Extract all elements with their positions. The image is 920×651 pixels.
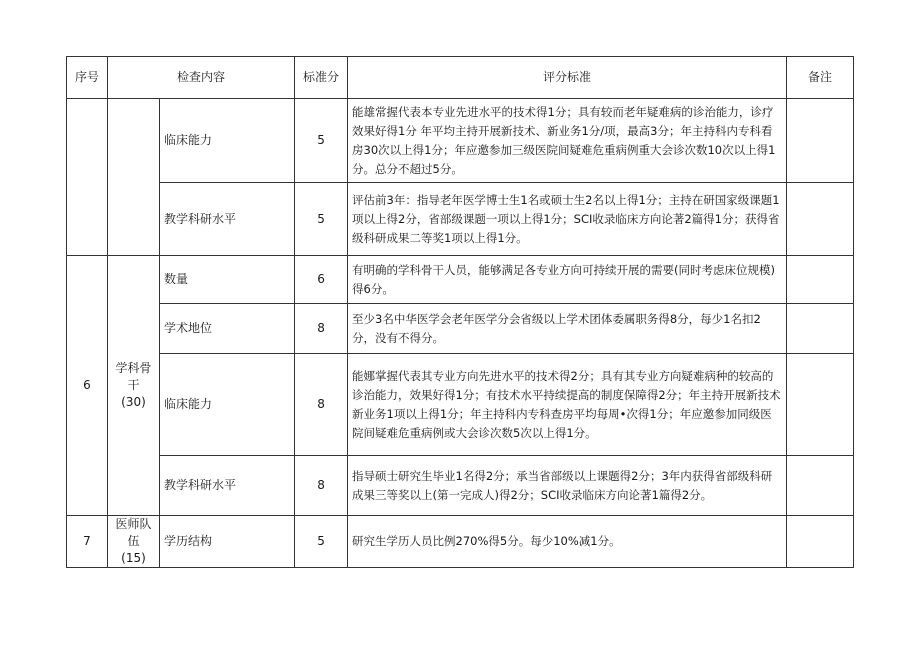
table-header-row (67, 57, 854, 99)
item-remark (787, 183, 854, 256)
item-name: 学术地位 (160, 304, 295, 354)
item-score: 5 (295, 99, 348, 183)
item-criteria: 指导硕士研究生毕业1名得2分；承当省部级以上课题得2分；3年内获得省部级科研成果三等奖以上(第一完成人)得2分；SCI收录临床方向论著1篇得2分。 (348, 456, 787, 516)
item-score: 6 (295, 256, 348, 304)
group-name: 医师队伍 (115, 517, 152, 548)
group-category (108, 99, 160, 256)
item-remark (787, 516, 854, 568)
item-remark (787, 456, 854, 516)
item-remark (787, 99, 854, 183)
item-name: 临床能力 (160, 99, 295, 183)
table-row (67, 456, 854, 516)
item-name: 数量 (160, 256, 295, 304)
item-criteria: 能娜掌握代表其专业方向先进水平的技术得2分；具有其专业方向疑难病种的较高的诊治能力，效果好得1分；有技术水平持续提高的制度保障得2分；年主持开展新技术新业务1项以上得1分；年主持科内专科查房平均每周•次得1分；年应邀参加同级医院间疑难危重病例或大会诊次数5次以上得1分。 (348, 354, 787, 456)
header-index: 序号 (67, 57, 108, 99)
table-row (67, 256, 854, 304)
item-criteria: 有明确的学科骨干人员，能够满足各专业方向可持续开展的需要(同时考虑床位规模)得6分。 (348, 256, 787, 304)
item-name: 教学科研水平 (160, 183, 295, 256)
group-category (108, 516, 160, 568)
table-row (67, 183, 854, 256)
group-index: 6 (67, 256, 108, 516)
table-row (67, 99, 854, 183)
item-score: 5 (295, 516, 348, 568)
item-name: 学历结构 (160, 516, 295, 568)
item-remark (787, 354, 854, 456)
item-remark (787, 304, 854, 354)
group-points: (15) (121, 551, 146, 565)
header-content: 检查内容 (108, 57, 295, 99)
item-criteria: 能雄常握代表本专业先进水平的技术得1分；具有较而老年疑难病的诊治能力，诊疗效果好得1分 年平均主持开展新技术、新业务1分/项，最高3分；年主持科内专科看房30次以上得1分；年应邀参加三级医院间疑难危重病例重大会诊次数10次以上得1分。总分不超过5分。 (348, 99, 787, 183)
table-row (67, 516, 854, 568)
item-score: 8 (295, 304, 348, 354)
item-score: 8 (295, 456, 348, 516)
table-row (67, 304, 854, 354)
item-criteria: 研究生学历人员比例270%得5分。每少10%减1分。 (348, 516, 787, 568)
group-points: (30) (121, 395, 146, 409)
item-name: 临床能力 (160, 354, 295, 456)
item-criteria: 至少3名中华医学会老年医学分会省级以上学术团体委属职务得8分，每少1名扣2分，没有不得分。 (348, 304, 787, 354)
group-index: 7 (67, 516, 108, 568)
item-remark (787, 256, 854, 304)
header-remark: 备注 (787, 57, 854, 99)
header-criteria: 评分标准 (348, 57, 787, 99)
group-category (108, 256, 160, 516)
group-index (67, 99, 108, 256)
group-name: 学科骨干 (115, 361, 152, 392)
header-score: 标准分 (295, 57, 348, 99)
item-name: 教学科研水平 (160, 456, 295, 516)
item-score: 5 (295, 183, 348, 256)
scoring-table (66, 56, 854, 568)
table-row (67, 354, 854, 456)
item-criteria: 评估前3年：指导老年医学博士生1名或硕士生2名以上得1分；主持在研国家级课题1项以上得2分，省部级课题一项以上得1分；SCI收录临床方向论著2篇得1分；获得省级科研成果二等奖1项以上得1分。 (348, 183, 787, 256)
item-score: 8 (295, 354, 348, 456)
